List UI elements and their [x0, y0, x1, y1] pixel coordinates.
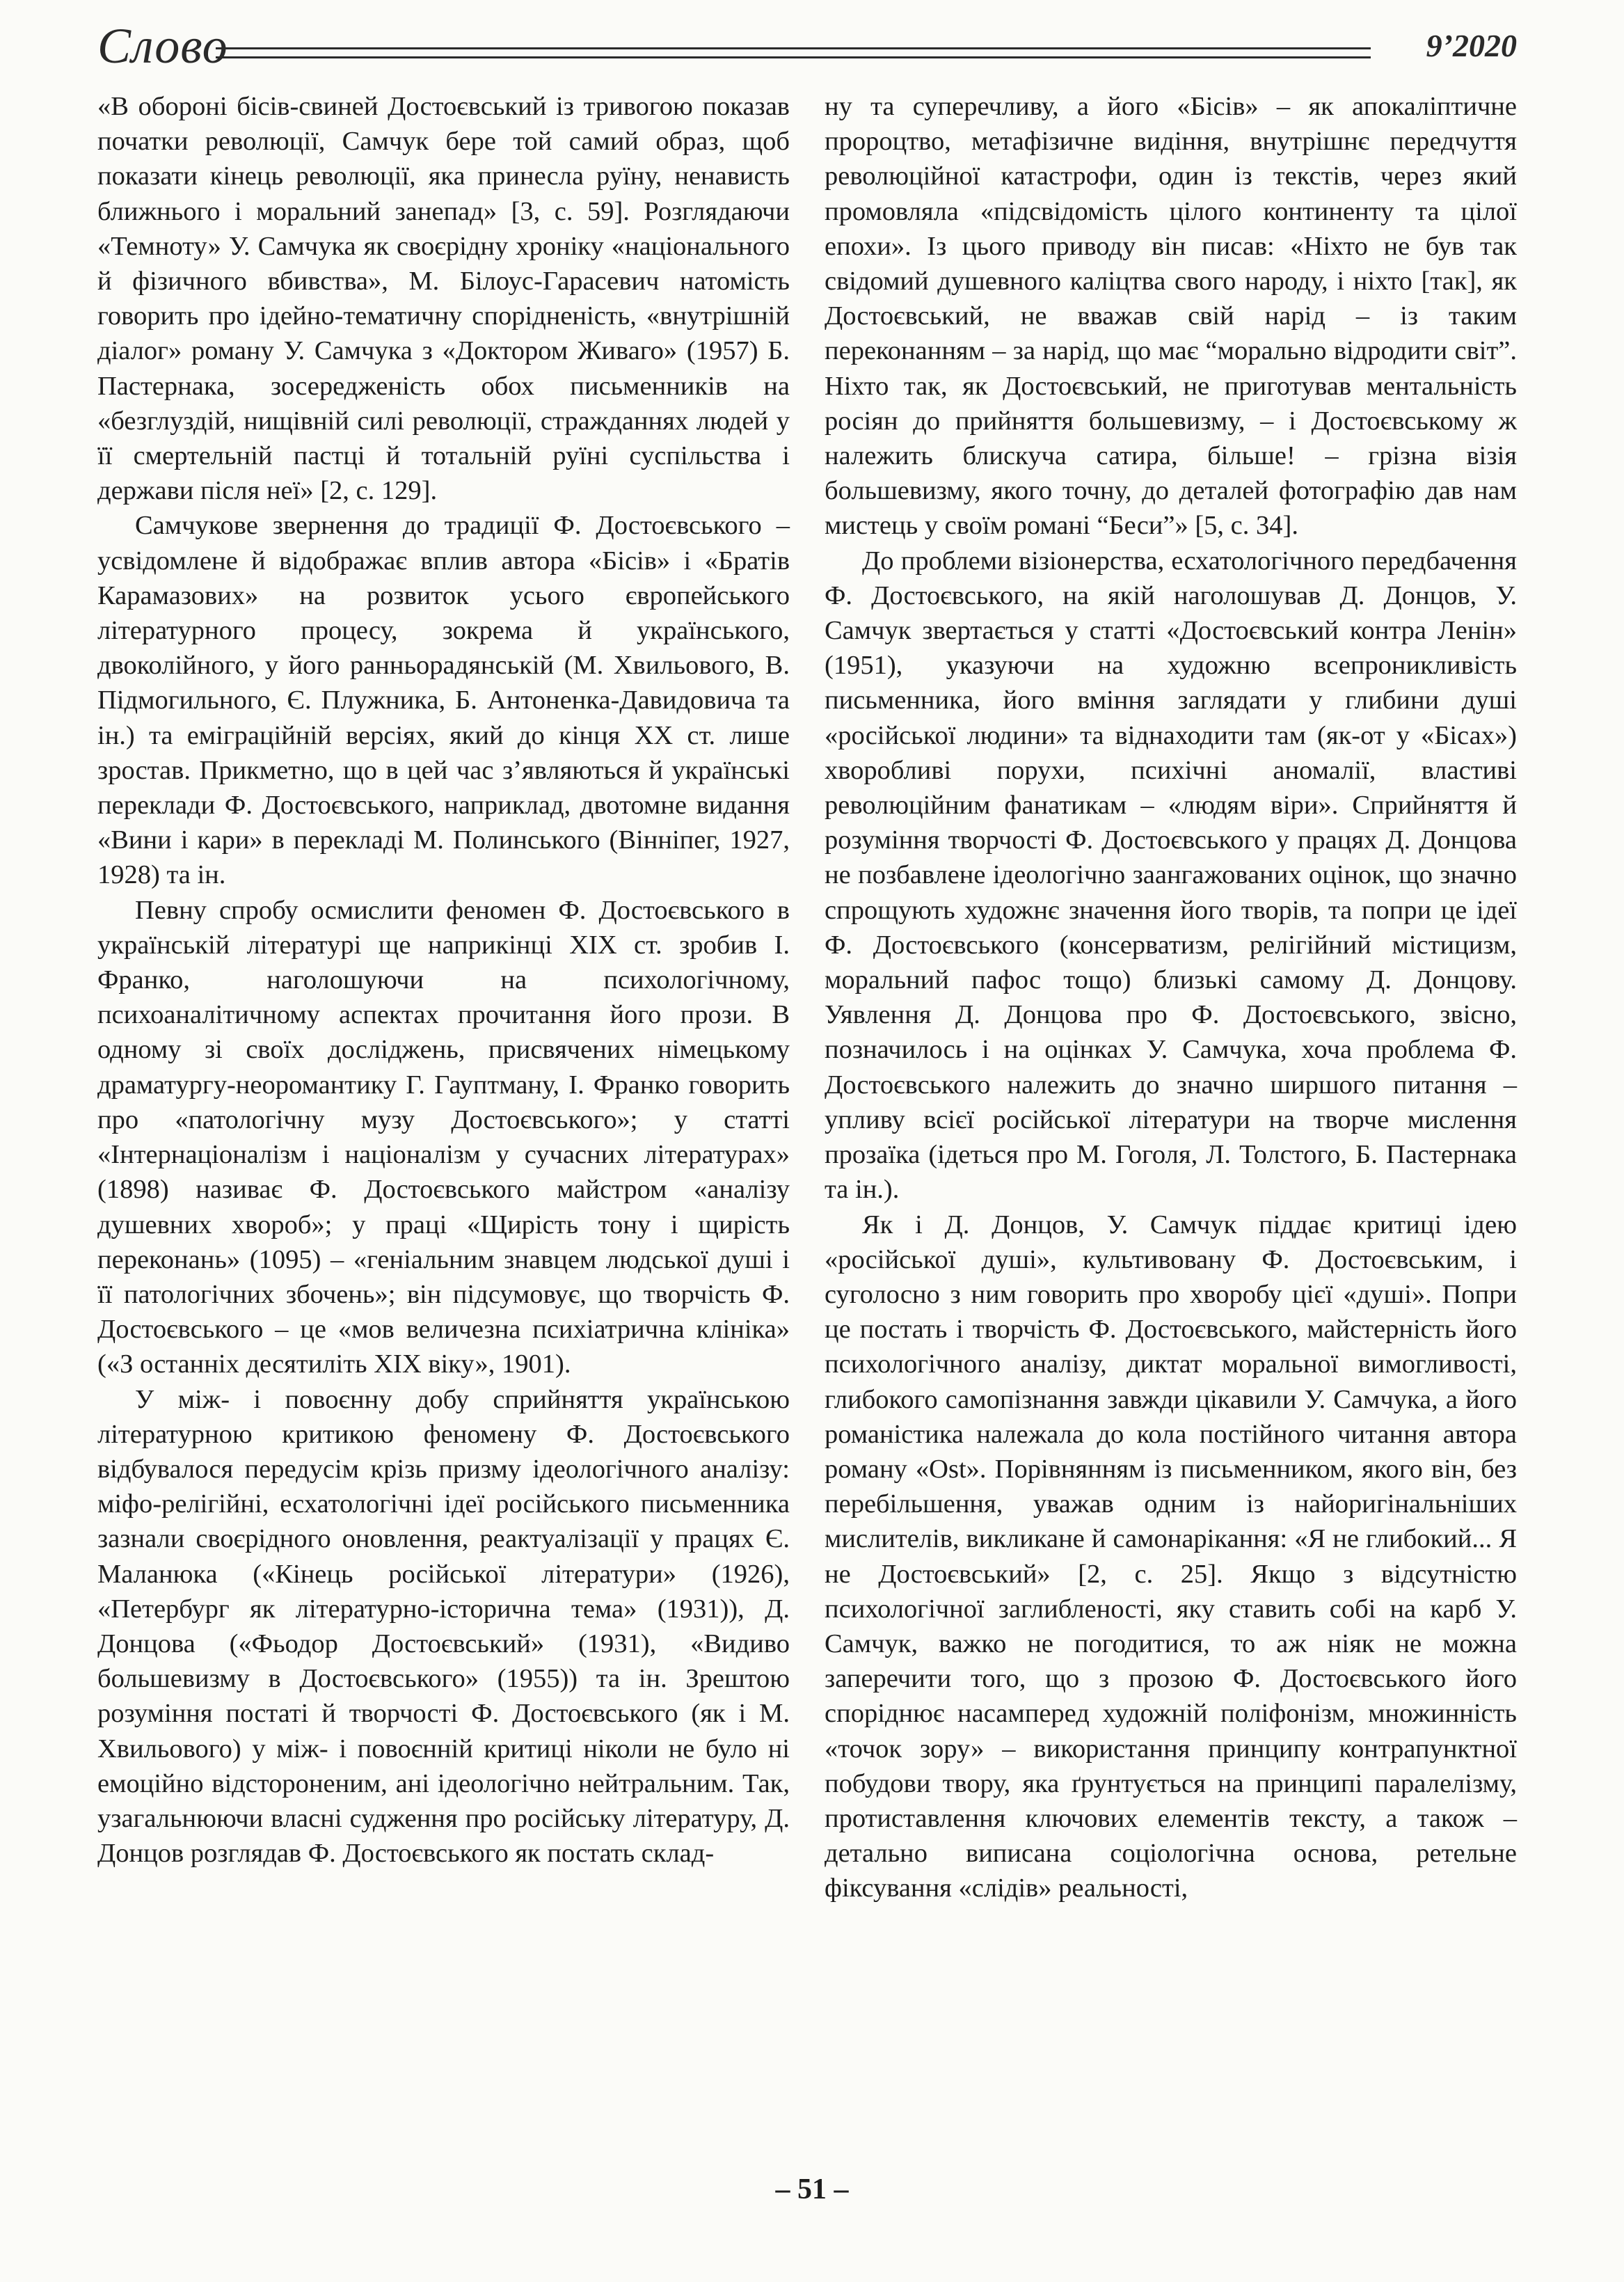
right-column [825, 89, 1517, 2149]
left-column [97, 89, 790, 2149]
paragraph: До проблеми візіонерства, есхатологічного передбачення Ф. Достоєвського, на якій наголошував Д. Донцов, У. Самчук звертається у статті «Достоєвський контра Ленін» (1951), указуючи на художню всепроникливість письменника, його вміння заглядати у глибини душі «російської людини» та віднаходити там (як-от у «Бісах») хворобливі порухи, психічні аномалії, властиві революційним фанатикам – «людям віри». Сприйняття й розуміння творчості Ф. Достоєвського у працях Д. Донцова не позбавлене ідеологічно заангажованих оцінок, що значно спрощують художнє значення його творів, та попри це ідеї Ф. Достоєвського (консерватизм, релігійний містицизм, моральний пафос тощо) близькі самому Д. Донцову. Уявлення Д. Донцова про Ф. Достоєвського, звісно, позначилось і на оцінках У. Самчука, хоча проблема Ф. Достоєвського належить до значно ширшого питання – упливу всієї російської літератури на творче мислення прозаїка (ідеться про М. Гоголя, Л. Толстого, Б. Пастернака та ін.). [825, 546, 1517, 1205]
journal-logo: Слово [97, 18, 228, 74]
page-number: – 51 – [775, 2173, 849, 2205]
paragraph: Самчукове звернення до традиції Ф. Достоєвського – усвідомлене й відображає вплив автора «Бісів» і «Братів Карамазових» на розвиток усього європейського літературного процесу, зокрема й українського, двоколійного, у його ранньорадянській (М. Хвильового, В. Підмогильного, Є. Плужника, Б. Антоненка-Давидовича та ін.) та еміграційній версіях, який до кінця ХХ ст. лише зростав. Прикметно, що в цей час з’являються й українські переклади Ф. Достоєвського, наприклад, двотомне видання «Вини і кари» в перекладі М. Полинського (Вінніпег, 1927, 1928) та ін. [97, 511, 790, 890]
paragraph: «В обороні бісів-свиней Достоєвський із тривогою показав початки революції, Самчук бере той самий образ, щоб показати кінець революції, яка принесла руїну, ненависть ближнього і моральний занепад» [3, с. 59]. Розглядаючи «Темноту» У. Самчука як своєрідну хроніку «національного й фізичного вбивства», М. Білоус-Гарасевич натомість говорить про ідейно-тематичну спорідненість, «внутрішній діалог» роману У. Самчука з «Доктором Живаго» (1957) Б. Пастернака, зосередженість обох письменників на «безглуздій, нищівній силі революції, стражданнях людей у її смертельній пастці й тотальній руїні суспільства і держави після неї» [2, с. 129]. [97, 92, 790, 506]
article-body [97, 89, 1517, 2149]
paragraph: ну та суперечливу, а його «Бісів» – як апокаліптичне пророцтво, метафізичне видіння, внутрішнє передчуття революційної катастрофи, один із текстів, через який промовляла «підсвідомість цілого континенту та цілої епохи». Із цього приводу він писав: «Ніхто не був так свідомий душевного каліцтва свого народу, і ніхто [так], як Достоєвський, не вважав свій нарід – із таким переконанням – за нарід, що має “морально відродити світ”. Ніхто так, як Достоєвський, не приготував ментальність росіян до прийняття большевизму, – і Достоєвському ж належить блискуча сатира, більше! – грізна візія большевизму, якого точну, до деталей фотографію дав нам мистець у своїм романі “Беси”» [5, с. 34]. [825, 92, 1517, 541]
paragraph: Як і Д. Донцов, У. Самчук піддає критиці ідею «російської душі», культивовану Ф. Достоєвським, і суголосно з ним говорить про хворобу цієї «душі». Попри це постать і творчість Ф. Достоєвського, майстерність його психологічного аналізу, диктат моральної вимогливості, глибокого самопізнання завжди цікавили У. Самчука, а його романістика належала до кола постійного читання автора роману «Ost». Порівнянням із письменником, якого він, без перебільшення, уважав одним із найоригінальніших мислителів, викликане й самонарікання: «Я не глибокий... Я не Достоєвський» [2, с. 25]. Якщо з відсутністю психологічної заглибленості, яку ставить собі на карб У. Самчук, важко не погодитися, то аж ніяк не можна заперечити того, що з прозою Ф. Достоєвського його споріднює насамперед художній поліфонізм, множинність «точок зору» – використання принципу контрапунктної побудови твору, яка ґрунтується на принципі паралелізму, протиставлення ключових елементів тексту, а також – детально виписана соціологічна основа, ретельне фіксування «слідів» реальності, [825, 1210, 1517, 1903]
paragraph: У між- і повоєнну добу сприйняття українською літературною критикою феномену Ф. Достоєвського відбувалося передусім крізь призму ідеологічного аналізу: міфо-релігійні, есхатологічні ідеї російського письменника зазнали своєрідного оновлення, реактуалізації у працях Є. Маланюка («Кінець російської літератури» (1926), «Петербург як літературно-історична тема» (1931)), Д. Донцова («Фьодор Достоєвський» (1931), «Видиво большевизму в Достоєвського» (1955)) та ін. Зрештою розуміння постаті й творчості Ф. Достоєвського (як і М. Хвильового) у між- і повоєнній критиці ніколи не було ні емоційно відстороненим, ані ідеологічно нейтральним. Так, узагальнюючи власні судження про російську літературу, Д. Донцов розглядав Ф. Достоєвського як постать склад- [97, 1384, 790, 1869]
header-double-rule [216, 47, 1371, 58]
paragraph: Певну спробу осмислити феномен Ф. Достоєвського в українській літературі ще наприкінці XIX ст. зробив І. Франко, наголошуючи на психологічному, психоаналітичному аспектах прочитання його прози. В одному зі своїх досліджень, присвячених німецькому драматургу-неоромантику Г. Гауптману, І. Франко говорить про «патологічну музу Достоєвського»; у статті «Інтернаціоналізм і націоналізм у сучасних літературах» (1898) називає Ф. Достоєвського майстром «аналізу душевних хвороб»; у праці «Щирість тону і щирість переконань» (1095) – «геніальним знавцем людської душі і її патологічних збочень»; він підсумовує, що творчість Ф. Достоєвського – це «мов величезна психіатрична клініка» («З останніх десятиліть XIX віку», 1901). [97, 895, 790, 1379]
page-header [97, 13, 1517, 82]
issue-number: 9’2020 [1426, 28, 1517, 63]
